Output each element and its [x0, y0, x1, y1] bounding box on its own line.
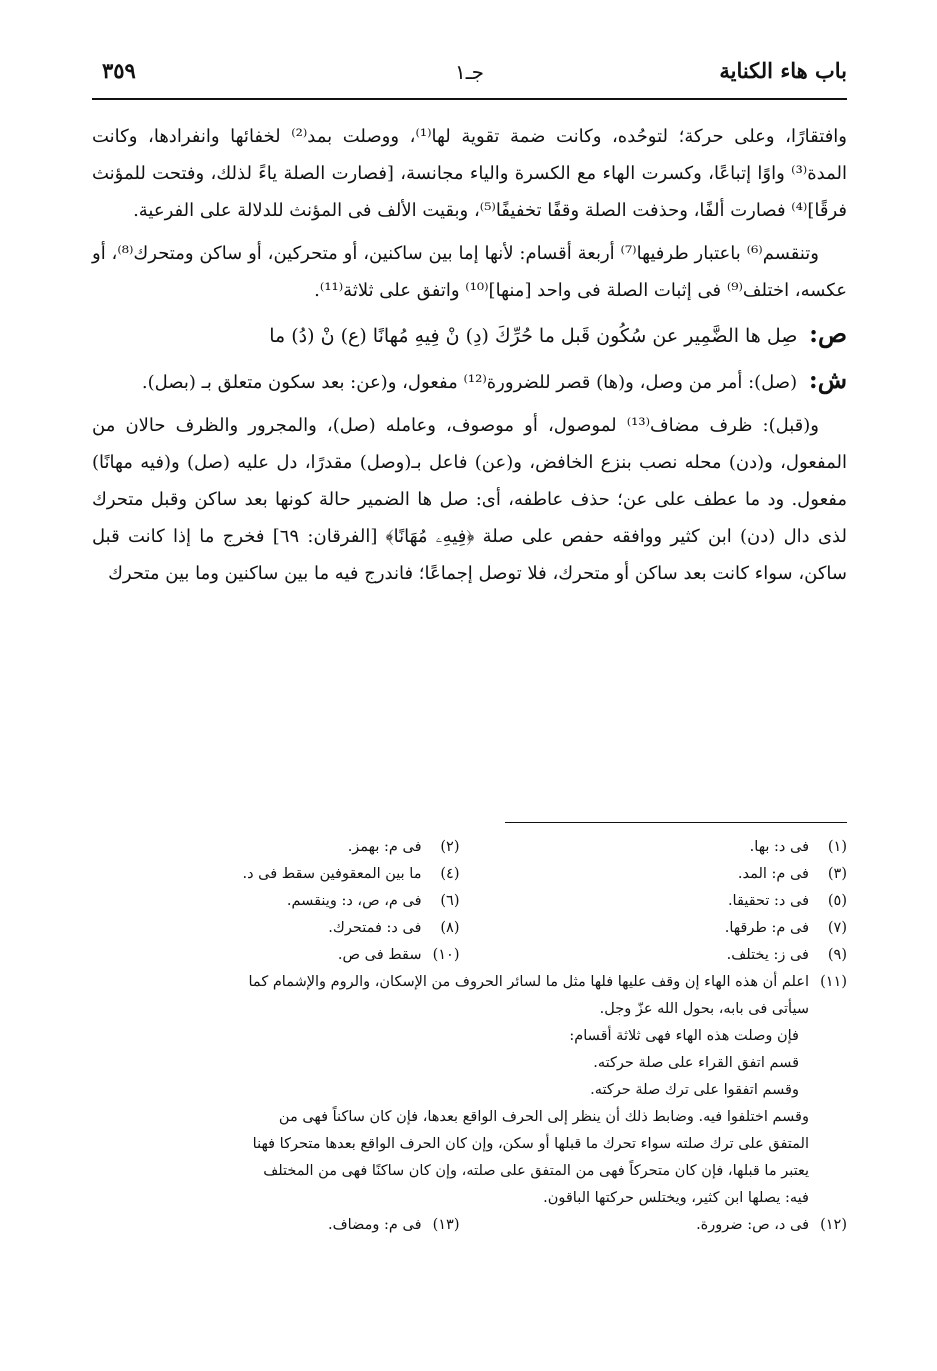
- page-number: ٣٥٩: [102, 58, 136, 83]
- footnote-11: (١١)اعلم أن هذه الهاء إن وقف عليها فلها مثل ما لسائر الحروف من الإسكان، والروم والإشمام كما سيأتى فى بابه، بحول الله عزّ وجل. فإن وصلت هذه الهاء فهى ثلاثة أقسام: قسم اتفق القراء على صلة حركته. وقسم اتفقوا على ترك صلة حركته. وقسم اختلفوا فيه. وضابط ذلك أن ينظر إلى الحرف الواقع بعدها، فإن كان ساكناً فهى من المتفق على ترك صلته سواء تحرك ما قبلها أو سكن، وإن كان الحرف الواقع بعدها متحركا فهنا يعتبر ما قبلها، فإن كان متحركاً فهى من المتفق على صلته، وإن كان ساكنًا فهى من المختلف فيه: يصلها ابن كثير، ويختلس حركتها الباقون.: [92, 969, 847, 1212]
- footnote-divider: [505, 822, 847, 823]
- volume-mark: جـ١: [455, 60, 484, 84]
- footnote-item: (٣)فى م: المد.: [737, 866, 847, 882]
- page-header: [92, 58, 847, 94]
- commentary: [92, 361, 847, 401]
- footnote-item: (٢)فى م: بهمز.: [347, 839, 460, 855]
- verse-text: صِل ها الضَّمِير عن سُكُون قَبل ما حُرِّكَ (دِ) نْ فِيهِ مُهانًا (ع) نْ (دُ) ما: [269, 325, 798, 347]
- commentary-text: (صل): أمر من وصل، و(ها) قصر للضرورة⁽¹²⁾ مفعول، و(عن: بعد سكون متعلق بـ (بصل).: [141, 372, 798, 393]
- footnotes: [92, 834, 847, 1239]
- paragraph-2: وتنقسم⁽⁶⁾ باعتبار طرفيها⁽⁷⁾ أربعة أقسام: لأنها إما بين ساكنين، أو متحركين، أو ساكن ومتحرك⁽⁸⁾، أو عكسه، اختلف⁽⁹⁾ فى إثبات الصلة فى واحد [منها]⁽¹⁰⁾ واتفق على ثلاثة⁽¹¹⁾.: [92, 243, 847, 301]
- verse-marker: ص:: [809, 319, 847, 348]
- footnote-item: (١٣)فى م: ومضاف.: [328, 1217, 460, 1233]
- commentary-marker: ش:: [808, 365, 847, 394]
- footnote-grid: [92, 834, 847, 969]
- verse-line: [92, 315, 847, 355]
- paragraph-1: وافتقارًا، وعلى حركة؛ لتوحُده، وكانت ضمة تقوية لها⁽¹⁾، ووصلت بمد⁽²⁾ لخفائها وانفرادها، وكانت المدة⁽³⁾ واوًا إتباعًا، وكسرت الهاء مع الكسرة والياء مجانسة، [فصارت الصلة ياءً لذلك، وفتحت للمؤنث فرقًا]⁽⁴⁾ فصارت ألفًا، وحذفت الصلة وقفًا تخفيفًا⁽⁵⁾، وبقيت الألف فى المؤنث للدلالة على الفرعية.: [92, 126, 847, 221]
- footnote-item: (٦)فى م، ص، د: وينقسم.: [286, 893, 460, 909]
- footnote-item: (٤)ما بين المعقوفين سقط فى د.: [242, 866, 460, 882]
- footnote-item: (١٢)فى د، ص: ضرورة.: [696, 1217, 847, 1233]
- footnote-item: (٨)فى د: فمتحرك.: [328, 920, 460, 936]
- footnote-last-row: [92, 1212, 847, 1239]
- footnote-item: (١)فى د: بها.: [749, 839, 847, 855]
- footnote-item: (١٠)سقط فى ص.: [337, 947, 460, 963]
- footnote-item: (٧)فى م: طرقها.: [724, 920, 847, 936]
- footnote-number: (١١): [820, 974, 847, 990]
- main-text: [92, 118, 847, 598]
- header-divider: [92, 98, 847, 100]
- footnote-item: (٩)فى ز: يختلف.: [726, 947, 847, 963]
- footnote-item: (٥)فى د: تحقيقا.: [727, 893, 847, 909]
- paragraph-3: و(قبل): ظرف مضاف⁽¹³⁾ لموصول، أو موصوف، وعامله (صل)، والمجرور والظرف حالان من المفعول، و(دن) محله نصب بنزع الخافض، و(عن) فاعل بـ(وصل) مقدرًا، دل عليه (صل) و(فيه مهانًا) مفعول. ود ما عطف على عن؛ حذف عاطفه، أى: صل ها الضمير حالة كونها بعد ساكن وقبل متحرك لذى دال (دن) ابن كثير ووافقه حفص على صلة ﴿فِيهِۦ مُهَانًا﴾ [الفرقان: ٦٩] فخرج ما إذا كانت قبل ساكن، سواء كانت بعد ساكن أو متحرك، فلا توصل إجماعًا؛ فاندرج فيه ما بين ساكنين وما بين متحرك: [92, 415, 847, 584]
- running-title: باب هاء الكناية: [719, 58, 847, 83]
